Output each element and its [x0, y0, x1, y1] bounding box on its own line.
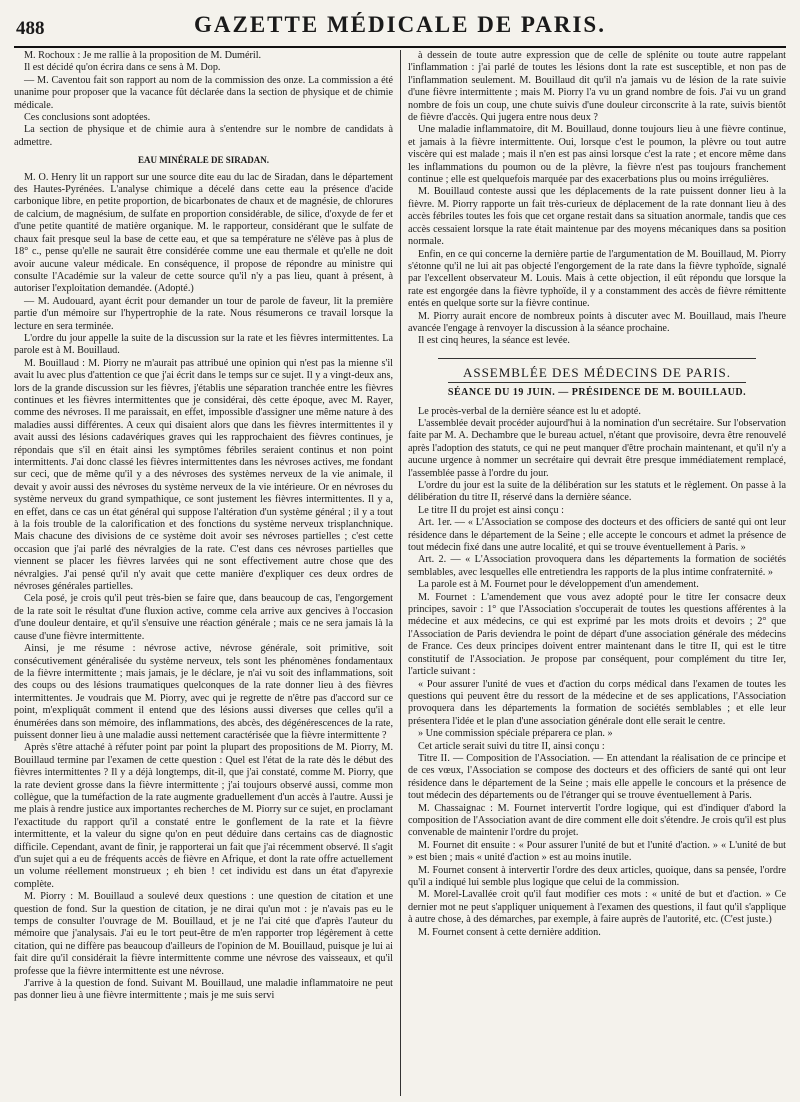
left-column-body — [14, 172, 393, 1003]
paragraph: J'arrive à la question de fond. Suivant M. Bouillaud, une maladie inflammatoire ne peut pas donner lieu à une fièvre intermittente ; mais je me suis servi — [14, 978, 393, 1002]
paragraph: Enfin, en ce qui concerne la dernière partie de l'argumentation de M. Bouillaud, M. Piorry s'étonne qu'il ne lui ait pas objecté l'engorgement de la rate dans la fièvre typhoïde, signalé par l'excellent observateur M. Louis. Mais à cette objection, il eût répondu que lorsque la rate est engorgée dans la fièvre typhoïde, il y a constamment des accès de fièvre rémittente entés en quelque sorte sur la fièvre continue. — [408, 248, 786, 310]
assembly-body — [408, 406, 786, 939]
paragraph: M. Fournet dit ensuite : « Pour assurer l'unité de but et l'unité d'action. » « L'unité de but » est bien ; mais « unité d'action » est au moins inutile. — [408, 839, 786, 864]
paragraph: Art. 1er. — « L'Association se compose des docteurs et des officiers de santé qui ont leur résidence dans le département de la Seine ; elle accepte le concours et admet la présence de tout médecin fixé dans une autre localité, et qui se trouve éventuellement à Paris. » — [408, 517, 786, 554]
section-divider — [438, 358, 756, 359]
paragraph: Ainsi, je me résume : névrose active, névrose générale, soit primitive, soit consécutivement généralisée du système nerveux, tels sont les phénomènes fondamentaux de la fièvre intermittente ; mais jamais, je le déclare, je n'ai vu soit des inflammations, soit des coups ou des lésions traumatiques quelconques de la rate donner lieu à des fièvres intermittentes. Je voudrais que M. Piorry, avec qui je regrette de n'être pas d'accord sur ce point, m'expliquât comment il entend que des lésions aussi diverses que celles qu'il a énumérées dans son mémoire, des inflammations, des abcès, des dégénérescences de la rate, puissent donner lieu à une maladie aussi nettement caractérisée que la fièvre intermittente ? — [14, 643, 393, 741]
paragraph: Après s'être attaché à réfuter point par point la plupart des propositions de M. Piorry, M. Bouillaud termine par l'examen de cette question : Quel est l'état de la rate dès le début des fièvres intermittentes ? Il y a déjà longtemps, dit-il, que j'ai constaté, comme M. Piorry, que la rate devient grosse dans la fièvre intermittente ; j'ai toujours observé aussi, comme mon collègue, que la tuméfaction de la rate augmente graduellement d'un accès à l'autre. Aussi je me plais à rendre justice aux importantes recherches de M. Piorry sur ce sujet, en proclamant l'exactitude du rapport qu'il a constaté entre le gonflement de la rate et la fièvre intermittente, et la valeur du signe qu'on en peut déduire dans certains cas de diagnostic difficile. Cependant, avant de finir, je rapporterai un fait que j'ai récemment observé. Il s'agit d'un sujet qui a eu de fréquents accès de fièvre en Afrique, et dont la rate offre actuellement un volume réellement monstrueux ; eh bien ! cet individu est dans un état d'apyrexie complète. — [14, 742, 393, 890]
paragraph: La parole est à M. Fournet pour le développement d'un amendement. — [418, 579, 699, 591]
left-column-intro — [14, 50, 393, 149]
paragraph: Art. 2. — « L'Association provoquera dans les départements la formation de sociétés semblables, avec lesquelles elle entretiendra les rapports de la plus intime confraternité. » — [408, 554, 786, 578]
section-title-rule — [448, 382, 746, 383]
paragraph: M. Bouillaud : M. Piorry ne m'aurait pas attribué une opinion qui n'est pas la mienne s'il avait lu avec plus d'attention ce que j'ai écrit dans le temps sur ce sujet. Il y a vingt-deux ans, lors de la grande discussion sur les fièvres, j'établis une séparation tranchée entre les fièvres continues et les fièvres intermittentes que je considérai, dès cette époque, avec M. Rayer, comme des névroses. Il me paraissait, en effet, impossible d'assigner une même nature à des maladies aussi différentes. A ceux qui disaient alors que dans les fièvres intermittentes il y avait aussi des lésions cadavériques graves qui les rapprochaient des fièvres continues, je répondais que s'il en était ainsi les symptômes fébriles seraient continus et non point intermittents. J'ai donc classé les fièvres intermittentes dans les névroses actives, me fondant sur ceci, que de même qu'il y a des névroses des systèmes nerveux de la vie animale, il devait y avoir aussi des névroses du système nerveux de la vie intérieure. Or en névroses du système nerveux du grand sympathique, ce sont justement les fièvres intermittentes. Il y a, en effet, dans ce cas un état général qui suppose l'altération d'un système général ; il y a tout à la fois trouble de la calorification et des fonctions du système nerveux trisplanchnique. Mais chacune des divisions de ce système doit avoir ses névroses partielles ; c'est cette occasion que j'ai parlé des névralgies de la rate. C'est dans ces névroses partielles que viennent se placer les fièvres larvées qui ne sont effectivement autre chose que des névralgies. J'ai pensé qu'il n'y avait que cette manière d'expliquer ces deux ordres de névroses générales partielles. — [14, 357, 393, 593]
paragraph: à dessein de toute autre expression que de celle de splénite ou toute autre rappelant l'inflammation : j'ai parlé de toutes les lésions dont la rate est susceptible, et non pas de l'inflammation seulement. M. Bouillaud dit qu'il n'a jamais vu de lésion de la rate suivie d'une fièvre intermittente ; mais M. Piorry l'a vu un grand nombre de fois. J'ai vu un grand nombre de fois un coup, une chute suivis d'une douleur circonscrite à la rate, suivis bientôt de fièvre d'accès. Qui jugera entre nous deux ? — [408, 50, 786, 124]
paragraph: » Une commission spéciale préparera ce plan. » — [418, 728, 613, 740]
right-column — [400, 50, 786, 1096]
paragraph: M. Chassaignac : M. Fournet intervertit l'ordre logique, qui est d'indiquer d'abord la composition de l'Association avant de dire comment elle doit s'étendre. Je crois qu'il est plus convenable de maintenir l'ordre du projet. — [408, 802, 786, 839]
paragraph: L'assemblée devait procéder aujourd'hui à la nomination d'un secrétaire. Sur l'observation faite par M. A. Dechambre que le bureau actuel, n'étant que provisoire, devra être renouvelé après l'adoption des statuts, ce qui ne peut manquer d'être prochain maintenant, et qu'il n'y a aucune urgence à nommer un secrétaire qui devrait être presque immédiatement remplacé, l'assemblée passe à l'ordre du jour. — [408, 417, 786, 479]
section-heading-siradan: EAU MINÉRALE DE SIRADAN. — [137, 155, 269, 166]
paragraph: M. Fournet : L'amendement que vous avez adopté pour le titre Ier consacre deux principes, savoir : 1° que l'Association s'occuperait de toutes les questions afférentes à la médecine et aux médecins, ce qui est exprimé par les mots droits et devoirs ; 2° que l'Association de Paris deviendra le point de départ d'une association générale des médecins de France. Ces deux principes doivent entrer maintenant dans le titre II, qui est le titre constitutif de l'Association. Je propose par conséquent, pour complément du titre Ier, l'article suivant : — [408, 591, 786, 678]
paragraph: Une maladie inflammatoire, dit M. Bouillaud, donne toujours lieu à une fièvre continue, et jamais à la fièvre intermittente. Oui, lorsque c'est le poumon, la plèvre ou tout autre viscère qui est malade ; mais il n'en est pas ainsi lorsque c'est la rate ; et encore même dans les inflammations du poumon ou de la plèvre, la fièvre n'est pas toujours franchement continue ; elle est quelquefois marquée par des exacerbations plus ou moins irrégulières. — [408, 124, 786, 186]
assembly-section-title: ASSEMBLÉE DES MÉDECINS DE PARIS. — [462, 364, 732, 380]
paragraph: M. Morel-Lavallée croit qu'il faut modifier ces mots : « unité de but et d'action. » Ce dernier mot ne peut s'appliquer uniquement à l'examen des questions, il faut qu'il s'applique à autre chose, à des démarches, par exemple, à faire auprès de l'autorité, etc. (C'est juste.) — [408, 889, 786, 926]
paragraph: L'ordre du jour appelle la suite de la discussion sur la rate et les fièvres intermittentes. La parole est à M. Bouillaud. — [14, 332, 393, 357]
paragraph: Il est décidé qu'on écrira dans ce sens à M. Dop. — [24, 62, 221, 74]
paragraph: — M. Audouard, ayant écrit pour demander un tour de parole de faveur, lit la première partie d'un mémoire sur l'hypertrophie de la rate. Nous résumerons ce travail lorsque la lecture en sera terminée. — [14, 295, 393, 332]
paragraph: M. Fournet consent à intervertir l'ordre des deux articles, quoique, dans sa pensée, l'ordre qu'il a indiqué lui semble plus logique que celui de la commission. — [408, 864, 786, 888]
paragraph: Il est cinq heures, la séance est levée. — [418, 335, 570, 347]
text-columns — [14, 50, 786, 1096]
paragraph: — M. Caventou fait son rapport au nom de la commission des onze. La commission a été unanime pour proposer que la vacance fût déclarée dans la section de physique et de chimie médicale. — [14, 74, 393, 111]
session-title: SÉANCE DU 19 JUIN. — PRÉSIDENCE DE M. BOUILLAUD. — [447, 387, 747, 399]
paragraph: M. Piorry : M. Bouillaud a soulevé deux questions : une question de citation et une question de fond. Sur la question de citation, je ne dirai qu'un mot : je n'avais pas eu le temps de consulter l'ouvrage de M. Bouillaud, et je ne l'ai cité que d'après l'auteur du mémoire que j'analysais. J'ai eu le tort peut-être de m'en rapporter trop légèrement à cette citation, qui ne diffère pas beaucoup d'ailleurs de l'opinion de M. Bouillaud, puisque je lui ai fait dire qu'il considérait la fièvre intermittente comme une névrose des vaisseaux, et qu'il professe que la fièvre intermittente est une névrose. — [14, 891, 393, 977]
paragraph: Titre II. — Composition de l'Association. — En attendant la réalisation de ce principe et de ces vœux, l'Association se compose des docteurs et des officiers de santé qui ont leur résidence dans le département de la Seine ; mais elle appelle le concours et la présence de tout médecin des départements ou de l'étranger qui se trouve éventuellement à Paris. — [408, 752, 786, 802]
masthead-title: GAZETTE MÉDICALE DE PARIS. — [194, 12, 606, 37]
paragraph: Ces conclusions sont adoptées. — [24, 112, 151, 124]
paragraph: Cela posé, je crois qu'il peut très-bien se faire que, dans beaucoup de cas, l'engorgement de la rate soit le résultat d'une fluxion active, comme cela arrive aux gencives à l'occasion d'une douleur dentaire, et qu'il s'ensuive une réaction générale ; mais ce ne sera jamais là la cause d'une fièvre intermittente. — [14, 593, 393, 642]
left-column — [14, 50, 400, 1096]
paragraph: L'ordre du jour est la suite de la délibération sur les statuts et le règlement. On passe à la délibération du titre II, réservé dans la dernière séance. — [408, 480, 786, 504]
paragraph: « Pour assurer l'unité de vues et d'action du corps médical dans l'examen de toutes les questions qui peuvent être du ressort de la médecine et de ses applications, l'Association provoquera dans les départements la formation de sociétés semblables ; et elle leur présentera l'idée et le plan d'une association générale dont elle serait le centre. — [408, 678, 786, 727]
paragraph: Le procès-verbal de la dernière séance est lu et adopté. — [418, 405, 641, 417]
paragraph: M. Piorry aurait encore de nombreux points à discuter avec M. Bouillaud, mais l'heure avancée l'engage à renvoyer la discussion à la séance prochaine. — [408, 310, 786, 334]
page-header — [14, 0, 786, 48]
paragraph: M. Fournet consent à cette dernière addition. — [418, 926, 601, 938]
paragraph: La section de physique et de chimie aura à s'entendre sur le nombre de candidats à admettre. — [14, 124, 393, 148]
paragraph: M. Rochoux : Je me rallie à la proposition de M. Duméril. — [24, 50, 262, 61]
paragraph: Cet article serait suivi du titre II, ainsi conçu : — [418, 740, 605, 752]
paragraph: M. Bouillaud conteste aussi que les déplacements de la rate puissent donner lieu à la fièvre. M. Piorry rapporte un fait très-curieux de déplacement de la rate donnant lieu à des accès fébriles toutes les fois que cet organe restait dans sa situation anormale, tandis que ces accès cessaient lorsque la rate était maintenue par des moyens mécaniques dans sa position normale. — [408, 186, 786, 248]
paragraph: Le titre II du projet est ainsi conçu : — [418, 504, 564, 516]
page-number: 488 — [16, 18, 45, 39]
paragraph: M. O. Henry lit un rapport sur une source dite eau du lac de Siradan, dans le département des Hautes-Pyrénées. L'analyse chimique a décelé dans cette eau la présence d'acide carbonique libre, en petite proportion, de bicarbonates de chaux et de magnésie, de chlorures de calcium, de magnésium, de sulfate en proportion considérable, de silice, d'oxyde de fer et d'une petite quantité de matière organique. M. le rapporteur, considérant que le sulfate de chaux fait presque seul la base de cette eau, et que sa température ne s'élève pas à plus de 18° c., pense qu'elle ne saurait être considérée comme une eau thermale et qu'elle ne doit avoir aucune valeur médicale. En conséquence, il propose de répondre au ministre qui consulte l'Académie sur la valeur de cette source qu'il n'y a pas lieu, quant à présent, à autoriser l'exploitation demandée. (Adopté.) — [14, 171, 393, 295]
right-column-continuation — [408, 50, 786, 348]
